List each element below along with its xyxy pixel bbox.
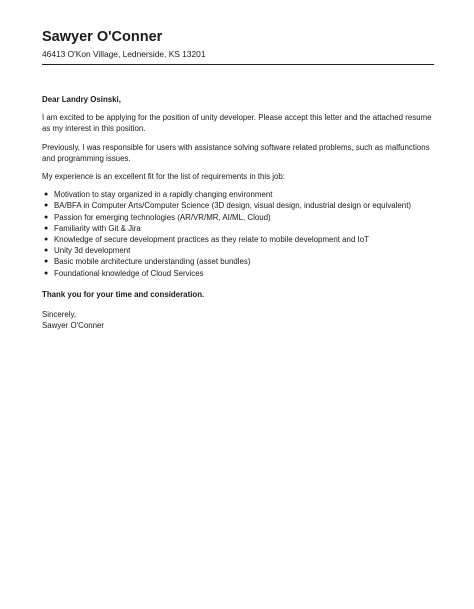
list-item: ● Passion for emerging technologies (AR/VR/MR, AI/ML, Cloud) (44, 212, 271, 222)
salutation: Dear Landry Osinski, (42, 95, 121, 104)
header-divider (42, 64, 434, 65)
list-item: ● Motivation to stay organized in a rapidly changing environment (44, 190, 273, 200)
bullet-icon: ● (44, 191, 49, 199)
bullet-icon: ● (44, 247, 49, 255)
requirements-list (42, 189, 434, 279)
bullet-icon: ● (44, 202, 49, 210)
closing: Sincerely, (42, 310, 77, 320)
bullet-icon: ● (44, 236, 49, 244)
list-item: ● Familiarity with Git & Jira (44, 223, 141, 233)
paragraph-requirements-intro: My experience is an excellent fit for the list of requirements in this job: (42, 172, 285, 182)
list-item: ● Knowledge of secure development practices as they relate to mobile development and IoT (44, 235, 369, 245)
sender-address: 46413 O'Kon Village, Lednerside, KS 13201 (42, 49, 206, 59)
sender-name: Sawyer O'Conner (42, 29, 163, 45)
bullet-icon: ● (44, 258, 49, 266)
thanks-line: Thank you for your time and consideration. (42, 289, 205, 299)
list-item: ● Foundational knowledge of Cloud Services (44, 268, 204, 278)
bullet-icon: ● (44, 269, 49, 277)
paragraph-experience: Previously, I was responsible for users with assistance solving software related problems, such as malfunctions and programming issues. (42, 142, 430, 163)
paragraph-intro: I am excited to be applying for the position of unity developer. Please accept this letter and the attached resume as my interest in this position. (42, 113, 432, 134)
bullet-icon: ● (44, 213, 49, 221)
bullet-icon: ● (44, 224, 49, 232)
signature-name: Sawyer O'Conner (42, 321, 105, 331)
letter-body (42, 94, 434, 331)
letter-header (42, 28, 434, 60)
list-item: ● BA/BFA in Computer Arts/Computer Science (3D design, visual design, industrial design or equivalent) (44, 201, 412, 211)
list-item: ● Unity 3d development (44, 246, 131, 256)
list-item: ● Basic mobile architecture understanding (asset bundles) (44, 257, 251, 267)
